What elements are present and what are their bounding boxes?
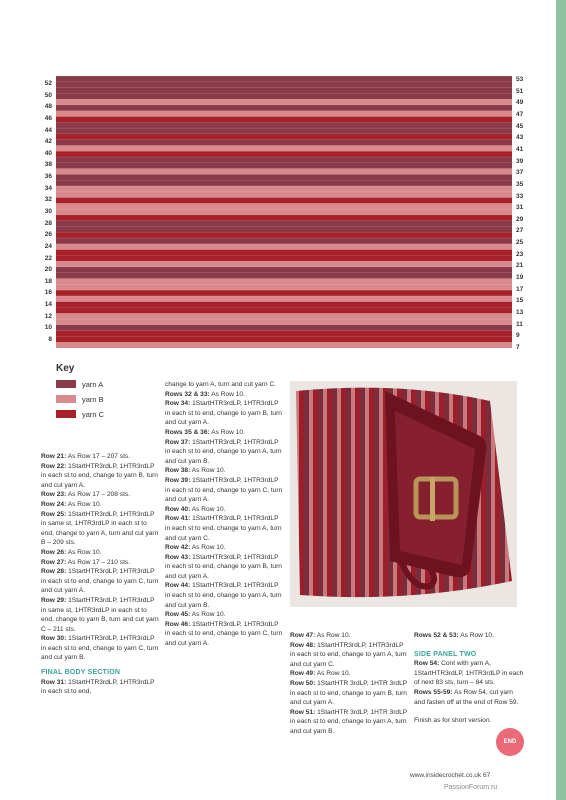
stripe-row	[56, 163, 512, 169]
watermark: PassionForum.ru	[444, 784, 498, 791]
stripe-row	[56, 273, 512, 279]
row-number-label: 35	[516, 180, 524, 188]
instructions-column-4	[414, 631, 524, 726]
row-number-label: 11	[516, 320, 523, 328]
stripe-row	[56, 296, 512, 302]
row-number-label: 17	[516, 285, 524, 293]
row-number-label: 51	[516, 87, 524, 95]
stripe-row	[56, 203, 512, 209]
row-number-label: 14	[44, 301, 52, 309]
row-number-label: 25	[516, 239, 524, 247]
stripe-row	[56, 93, 512, 99]
page-edge-stripe	[556, 0, 566, 800]
stripe-row	[56, 174, 512, 180]
row-number-label: 36	[44, 173, 52, 181]
stripe-row	[56, 192, 512, 198]
stripe-row	[56, 319, 512, 325]
instructions-column-2	[165, 380, 285, 649]
row-number-label: 13	[516, 309, 524, 317]
yarn-a-swatch	[56, 380, 76, 388]
row-number-label: 26	[44, 231, 52, 239]
row-number-label: 16	[44, 289, 52, 297]
stripe-row	[56, 313, 512, 319]
row-31-cont: change to yarn A, turn and cut yarn C.	[165, 381, 277, 388]
row-number-label: 41	[516, 145, 524, 153]
instructions-column-3	[290, 631, 410, 737]
key-title: Key	[56, 363, 75, 374]
row-42: Row 42: As Row 10.	[165, 544, 226, 552]
row-number-label: 47	[516, 110, 524, 118]
stripe-row	[56, 325, 512, 331]
row-number-label: 44	[44, 126, 52, 134]
stripe-row	[56, 99, 512, 105]
stripe-row	[56, 302, 512, 308]
row-number-label: 40	[44, 149, 52, 157]
yarn-c-swatch	[56, 410, 76, 418]
row-number-label: 39	[516, 157, 524, 165]
row-number-label: 46	[44, 114, 52, 122]
row-number-label: 52	[44, 80, 52, 87]
stripe-row	[56, 122, 512, 128]
row-49: Row 49: As Row 10.	[290, 670, 351, 678]
rows-52-53: Rows 52 & 53: As Row 10.	[414, 632, 494, 639]
row-46: Row 46: 1StartHTR3rdLP, 1HTR3rdLP in each st to end, change to yarn C, turn and cut yarn A.	[165, 620, 283, 648]
row-number-label: 10	[44, 324, 52, 332]
stripe-row	[56, 134, 512, 140]
row-39: Row 39: 1StartHTR3rdLP, 1HTR3rdLP in each st to end, change to yarn C, turn and cut yarn A.	[165, 476, 283, 504]
row-number-label: 45	[516, 122, 524, 130]
row-number-label: 22	[44, 254, 52, 262]
row-number-label: 9	[516, 332, 520, 340]
row-26: Row 26: As Row 10.	[41, 548, 102, 556]
row-number-label: 24	[44, 242, 52, 250]
row-number-label: 38	[44, 161, 52, 169]
key-item-yarn-a	[56, 379, 103, 389]
stripe-row	[56, 290, 512, 296]
row-40: Row 40: As Row 10.	[165, 505, 226, 513]
stripe-row	[56, 238, 512, 244]
row-41: Row 41: 1StartHTR3rdLP, 1HTR3rdLP in each st to end, change to yarn A, turn and cut yarn C.	[165, 515, 282, 542]
stripe-row	[56, 307, 512, 313]
stripe-row	[56, 169, 512, 175]
stripe-row	[56, 117, 512, 123]
row-38: Row 38: As Row 10.	[165, 467, 226, 475]
stripe-row	[56, 76, 512, 82]
page-footer: www.insidecrochet.co.uk 67	[410, 772, 491, 779]
instructions-column-1	[41, 452, 161, 697]
row-43: Row 43: 1StartHTR3rdLP, 1HTR3rdLP in each st to end, change to yarn B, turn and cut yarn A.	[165, 553, 282, 580]
stripe-row	[56, 255, 512, 261]
row-27: Row 27: As Row 17 – 210 sts.	[41, 558, 131, 566]
stripe-row	[56, 232, 512, 238]
row-number-label: 18	[44, 277, 52, 285]
row-23: Row 23: As Row 17 – 208 sts.	[41, 491, 131, 499]
stripe-row	[56, 111, 512, 117]
stripe-row	[56, 226, 512, 232]
row-number-label: 7	[516, 344, 520, 351]
row-number-label: 23	[516, 250, 524, 258]
stripe-row	[56, 140, 512, 146]
stripe-row	[56, 82, 512, 88]
key-item-yarn-c	[56, 409, 104, 419]
row-47: Row 47: As Row 10.	[290, 632, 351, 639]
row-22: Row 22: 1StartHTR3rdLP, 1HTR3rdLP in each st to end, change to yarn B, turn and cut yarn A.	[41, 462, 158, 489]
stripe-row	[56, 336, 512, 342]
finish-note: Finish as for short version.	[414, 717, 492, 725]
row-number-label: 27	[516, 227, 524, 235]
stripe-row	[56, 342, 512, 348]
row-number-label: 20	[44, 266, 52, 274]
row-37: Row 37: 1StartHTR3rdLP, 1HTR3rdLP in each st to end, change to yarn A, turn and cut yarn B.	[165, 438, 282, 465]
row-number-label: 15	[516, 297, 524, 305]
row-48: Row 48: 1StartHTR3rdLP, 1HTR3rdLP in each st to end, change to yarn A, turn and cut yarn C.	[290, 641, 407, 668]
stripe-row	[56, 145, 512, 151]
stripe-row	[56, 157, 512, 163]
row-number-label: 12	[44, 312, 52, 320]
row-number-label: 8	[48, 336, 52, 343]
key-label: yarn C	[82, 409, 105, 419]
stripe-row	[56, 186, 512, 192]
end-badge: END	[496, 728, 524, 756]
rows-32-33: Rows 32 & 33: As Row 10.	[165, 390, 245, 398]
row-29: Row 29: 1StartHTR3rdLP, 1HTR3rdLP in same st, 1HTR3rdLP in each st to end, change to yarn B, turn and cut yarn C – 211 sts.	[41, 596, 159, 633]
row-number-label: 30	[44, 208, 52, 215]
row-54: Row 54: Cont with yarn A, 1StartHTR3rdLP, 1HTR3rdLP in each of next 83 sts, turn – 84 sts.	[414, 660, 524, 687]
row-50: Row 50: 1StartHTR 3rdLP, 1HTR 3rdLP in each st to end, change to yarn B, turn and cut yarn A.	[290, 679, 408, 707]
row-number-label: 33	[516, 192, 524, 200]
yarn-b-swatch	[56, 395, 76, 403]
row-number-label: 50	[44, 91, 52, 99]
stripe-row	[56, 198, 512, 204]
row-34: Row 34: 1StartHTR3rdLP, 1HTR3rdLP in each st to end, change to yarn B, turn and cut yarn A.	[165, 400, 282, 427]
row-number-label: 42	[44, 138, 52, 146]
crochet-bag-image	[290, 381, 517, 607]
row-21: Row 21: As Row 17 – 207 sts.	[41, 453, 131, 460]
row-51: Row 51: 1StartHTR 3rdLP, 1HTR 3rdLP in each st to end, change to yarn A, turn and cut yarn B.	[290, 708, 408, 735]
stripe-row	[56, 128, 512, 134]
key-item-yarn-b	[56, 394, 104, 404]
rows-35-36: Rows 35 & 36: As Row 10.	[165, 428, 245, 436]
row-44: Row 44: 1StartHTR3rdLP, 1HTR3rdLP in each st to end, change to yarn A, turn and cut yarn B.	[165, 582, 282, 609]
stripe-row	[56, 331, 512, 337]
stripe-row	[56, 250, 512, 256]
row-number-label: 31	[516, 204, 524, 212]
row-number-label: 48	[44, 103, 52, 111]
row-24: Row 24: As Row 10.	[41, 500, 102, 508]
stripe-row	[56, 244, 512, 250]
row-number-label: 32	[44, 196, 52, 204]
stripe-row	[56, 267, 512, 273]
key-label: yarn A	[82, 379, 104, 389]
stripe-row	[56, 284, 512, 290]
section-heading-side-panel-two: SIDE PANEL TWO	[414, 650, 477, 658]
stripe-row	[56, 261, 512, 267]
row-number-label: 53	[516, 76, 524, 83]
stripe-row	[56, 209, 512, 215]
row-number-label: 49	[516, 99, 524, 107]
row-number-label: 21	[516, 262, 524, 270]
section-heading-final-body: FINAL BODY SECTION	[41, 669, 121, 677]
row-number-label: 29	[516, 215, 524, 223]
stripe-chart	[56, 76, 512, 348]
stripe-row	[56, 151, 512, 157]
stripe-row	[56, 221, 512, 227]
row-number-label: 19	[516, 274, 524, 282]
row-number-label: 37	[516, 169, 524, 177]
row-28: Row 28: 1StartHTR3rdLP, 1HTR3rdLP in each st to end, change to yarn C, turn and cut yarn A.	[41, 568, 159, 595]
row-number-label: 34	[44, 184, 52, 192]
row-25: Row 25: 1StartHTR3rdLP, 1HTR3rdLP in same st, 1HTR3rdLP in each st to end, change to yarn A, turn and cut yarn B – 209 sts.	[41, 510, 159, 547]
rows-55-59: Rows 55-59: As Row 54, cut yarn and fasten off at the end of Row 59.	[414, 688, 519, 706]
row-30: Row 30: 1StartHTR3rdLP, 1HTR3rdLP in each st to end, change to yarn C, turn and cut yarn B.	[41, 635, 159, 662]
stripe-row	[56, 180, 512, 186]
row-number-label: 28	[44, 219, 52, 227]
key-label: yarn B	[82, 394, 104, 404]
stripe-row	[56, 215, 512, 221]
stripe-row	[56, 105, 512, 111]
stripe-row	[56, 88, 512, 94]
bag-detail-photo	[290, 381, 517, 607]
stripe-row	[56, 279, 512, 285]
row-number-label: 43	[516, 134, 524, 142]
row-45: Row 45: As Row 10.	[165, 611, 226, 619]
row-31: Row 31: 1StartHTR3rdLP, 1HTR3rdLP in each st to end,	[41, 678, 155, 696]
